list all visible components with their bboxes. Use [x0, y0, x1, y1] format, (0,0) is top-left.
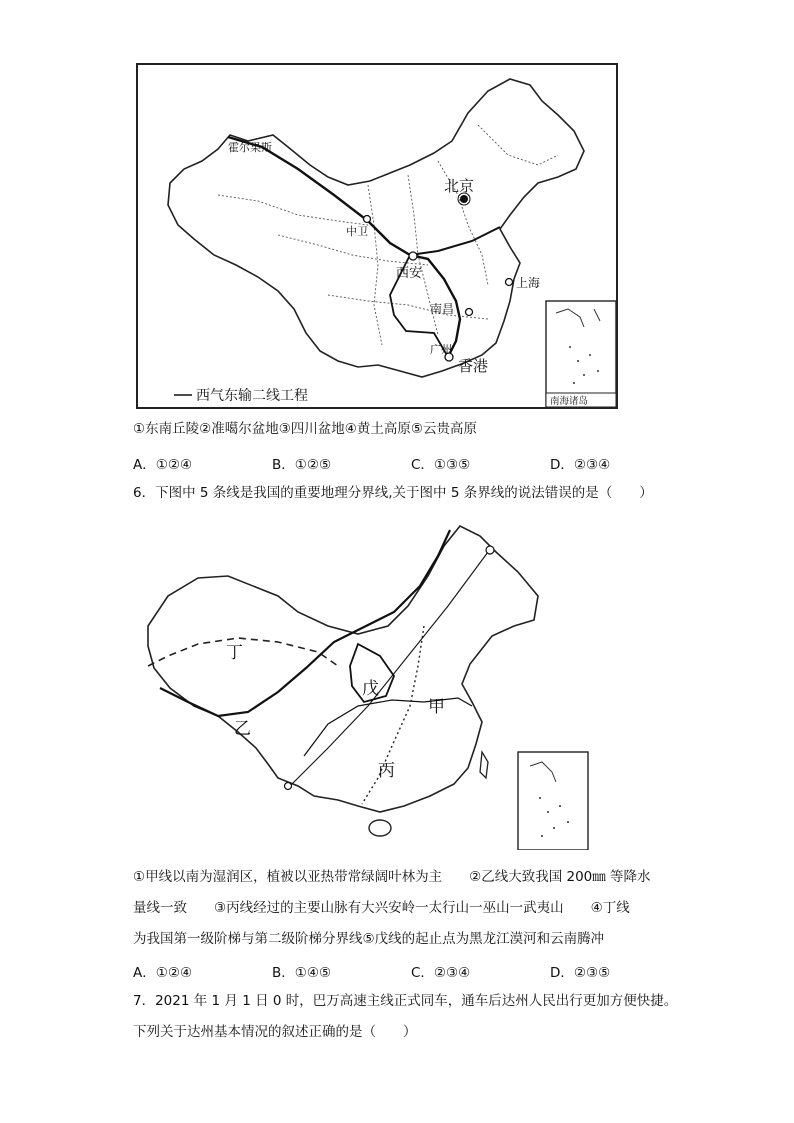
q5-option-c[interactable]: C．①③⑤ — [411, 457, 471, 473]
label-jia: 甲 — [428, 697, 445, 717]
q6-option-d[interactable]: D．②③⑤ — [550, 965, 611, 981]
q5-option-d[interactable]: D．②③④ — [550, 457, 611, 473]
label-huoerguosi: 霍尔果斯 — [228, 141, 272, 154]
line-wu — [288, 552, 488, 788]
q6-option-a[interactable]: A．①②④ — [133, 965, 193, 981]
label-beijing: 北京 — [444, 177, 475, 195]
q5-items: ①东南丘陵②准噶尔盆地③四川盆地④黄土高原⑤云贵高原 — [133, 421, 478, 437]
q7-line-1: 7．2021 年 1 月 1 日 0 时，巴万高速主线正式同车，通车后达州人民出行更加方便快捷。 — [133, 993, 678, 1009]
boundary-map — [128, 516, 598, 850]
label-nanchang: 南昌 — [430, 302, 455, 316]
q6-stem: 6．下图中 5 条线是我国的重要地理分界线,关于图中 5 条界线的说法错误的是（ ） — [133, 485, 653, 501]
line-ding — [148, 638, 338, 666]
label-hongkong: 香港 — [458, 357, 489, 375]
china-outline-2 — [148, 526, 538, 812]
map-legend: 西气东输二线工程 — [196, 388, 308, 404]
label-wu: 戊 — [362, 679, 379, 699]
q7-line-2: 下列关于达州基本情况的叙述正确的是（ ） — [133, 1024, 417, 1040]
label-ding: 丁 — [226, 643, 243, 663]
q6-option-b[interactable]: B．①④⑤ — [272, 965, 332, 981]
label-guangzhou: 广州 — [430, 343, 452, 356]
q5-option-b[interactable]: B．①②⑤ — [272, 457, 332, 473]
pipeline-map — [136, 63, 618, 409]
boundary-map-svg — [128, 516, 598, 850]
q6-option-c[interactable]: C．②③④ — [411, 965, 471, 981]
label-yi: 乙 — [234, 719, 251, 739]
q6-body-line-2: 量线一致 ③丙线经过的主要山脉有大兴安岭一太行山一巫山一武夷山 ④丁线 — [133, 900, 630, 916]
q6-body-line-1: ①甲线以南为湿润区，植被以亚热带常绿阔叶林为主 ②乙线大致我国 200㎜ 等降水 — [133, 869, 651, 885]
line-yi — [160, 530, 450, 716]
label-xian: 西安 — [396, 266, 423, 281]
label-shanghai: 上海 — [516, 276, 541, 290]
label-zhongwei: 中卫 — [346, 225, 368, 238]
pipeline-map-svg — [138, 65, 616, 407]
q5-option-a[interactable]: A．①②④ — [133, 457, 193, 473]
q6-body-line-3: 为我国第一级阶梯与第二级阶梯分界线⑤戊线的起止点为黑龙江漠河和云南腾冲 — [133, 931, 605, 947]
inset-label: 南海诸岛 — [550, 396, 589, 407]
label-bing: 丙 — [378, 761, 395, 781]
pipeline-route — [228, 137, 460, 357]
